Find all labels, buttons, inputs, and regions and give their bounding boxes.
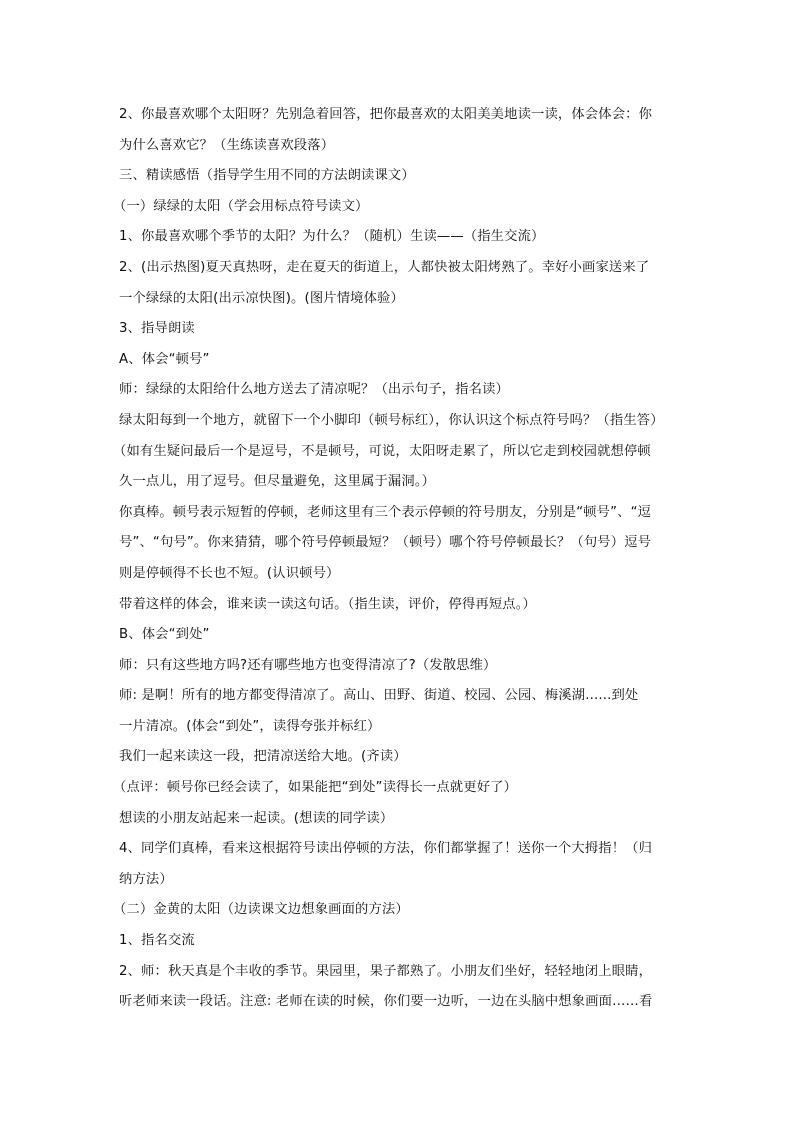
paragraph-line: 号”、“句号”。你来猜猜，哪个符号停顿最短？（顿号）哪个符号停顿最长？（句号）逗号 <box>119 535 652 551</box>
paragraph-line: 想读的小朋友站起来一起读。(想读的同学读） <box>119 810 394 826</box>
paragraph-line: 师: 是啊！所有的地方都变得清凉了。高山、田野、街道、校园、公园、梅溪湖......到处 <box>119 688 639 704</box>
paragraph-line: 久一点儿，用了逗号。但尽量避免，这里属于漏洞。） <box>119 474 436 490</box>
paragraph-line: 师：只有这些地方吗?还有哪些地方也变得清凉了?（发散思维） <box>119 657 497 673</box>
paragraph-line: 1、指名交流 <box>119 933 195 949</box>
paragraph-line: 2、师：秋天真是个丰收的季节。果园里，果子都熟了。小朋友们坐好，轻轻地闭上眼睛， <box>119 963 653 979</box>
paragraph-line: 听老师来读一段话。注意: 老师在读的时候，你们要一边听，一边在头脑中想象画面……看 <box>119 994 653 1010</box>
paragraph-line: 一片清凉。(体会“到处”，读得夸张并标红） <box>119 718 381 734</box>
paragraph-line: （点评：顿号你已经会读了，如果能把“到处”读得长一点就更好了） <box>113 780 518 796</box>
paragraph-line: 你真棒。顿号表示短暂的停顿，老师这里有三个表示停顿的符号朋友，分别是“顿号”、“逗 <box>119 504 652 520</box>
subsection-heading: （一）绿绿的太阳（学会用标点符号读文） <box>113 198 369 214</box>
paragraph-line: 绿太阳每到一个地方，就留下一个小脚印（顿号标红），你认识这个标点符号吗？（指生答） <box>119 412 664 428</box>
paragraph-line: 1、你最喜欢哪个季节的太阳？为什么？（随机）生读——（指生交流） <box>119 229 545 245</box>
subsection-heading: （二）金黄的太阳（边读课文边想象画面的方法） <box>113 902 409 918</box>
paragraph-line: 我们一起来读这一段，把清凉送给大地。(齐读） <box>119 749 407 765</box>
paragraph-line: 2、(出示热图)夏天真热呀，走在夏天的街道上，人都快被太阳烤熟了。幸好小画家送来了 <box>119 259 650 275</box>
paragraph-line: （如有生疑问最后一个是逗号，不是顿号，可说，太阳呀走累了，所以它走到校园就想停顿 <box>113 443 651 459</box>
paragraph-line: 2、你最喜欢哪个太阳呀？先别急着回答，把你最喜欢的太阳美美地读一读，体会体会：你 <box>119 107 653 122</box>
paragraph-line: 为什么喜欢它？（生练读喜欢段落） <box>119 137 335 153</box>
paragraph-line: 纳方法） <box>119 871 173 887</box>
paragraph-line: 一个绿绿的太阳(出示凉快图)。(图片情境体验） <box>119 290 404 306</box>
section-heading: 三、精读感悟（指导学生用不同的方法朗读课文） <box>119 168 415 184</box>
paragraph-line: 3、指导朗读 <box>119 321 195 337</box>
paragraph-line: 带着这样的体会，谁来读一读这句话。（指生读，评价，停得再短点。） <box>119 596 536 612</box>
paragraph-line: 则是停顿得不长也不短。(认识顿号） <box>119 565 340 581</box>
paragraph-line: B、体会“到处” <box>119 627 210 643</box>
paragraph-line: 师：绿绿的太阳给什么地方送去了清凉呢？（出示句子，指名读） <box>119 382 509 398</box>
document-body <box>113 100 675 1018</box>
paragraph-line: 4、同学们真棒，看来这根据符号读出停顿的方法，你们都掌握了！送你一个大拇指！（归 <box>119 841 653 857</box>
paragraph-line: A、体会“顿号” <box>119 351 210 367</box>
